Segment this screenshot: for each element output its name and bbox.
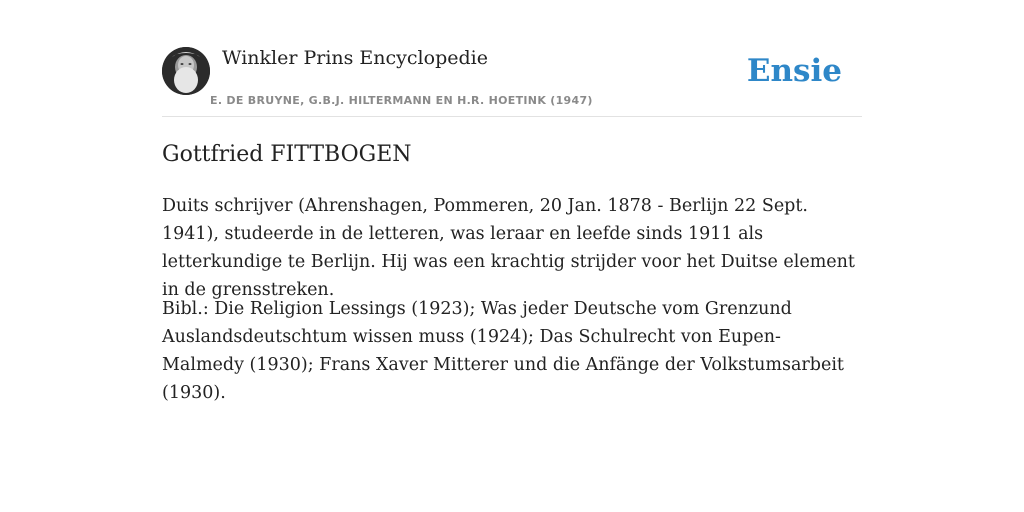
site-title[interactable]: Winkler Prins Encyclopedie [222,47,488,69]
portrait-avatar-icon[interactable] [162,47,210,95]
brand-logo[interactable]: Ensie [746,53,842,89]
header [162,46,862,117]
authors-credit: E. DE BRUYNE, G.B.J. HILTERMANN EN H.R. HOETINK (1947) [210,94,593,107]
article-title: Gottfried FITTBOGEN [162,142,412,167]
bibliography-paragraph: Bibl.: Die Religion Lessings (1923); Was jeder Deutsche vom Grenzund Auslandsdeutschtum wissen muss (1924); Das Schulrecht von Eupen-Malmedy (1930); Frans Xaver Mitterer und die Anfänge der Volkstumsarbeit (1930). [162,299,844,403]
article-paragraph: Duits schrijver (Ahrenshagen, Pommeren, 20 Jan. 1878 - Berlijn 22 Sept. 1941), studeerde in de letteren, was leraar en leefde sinds 1911 als letterkundige te Berlijn. Hij was een krachtig strijder voor het Duitse element in de grensstreken. [162,196,855,300]
